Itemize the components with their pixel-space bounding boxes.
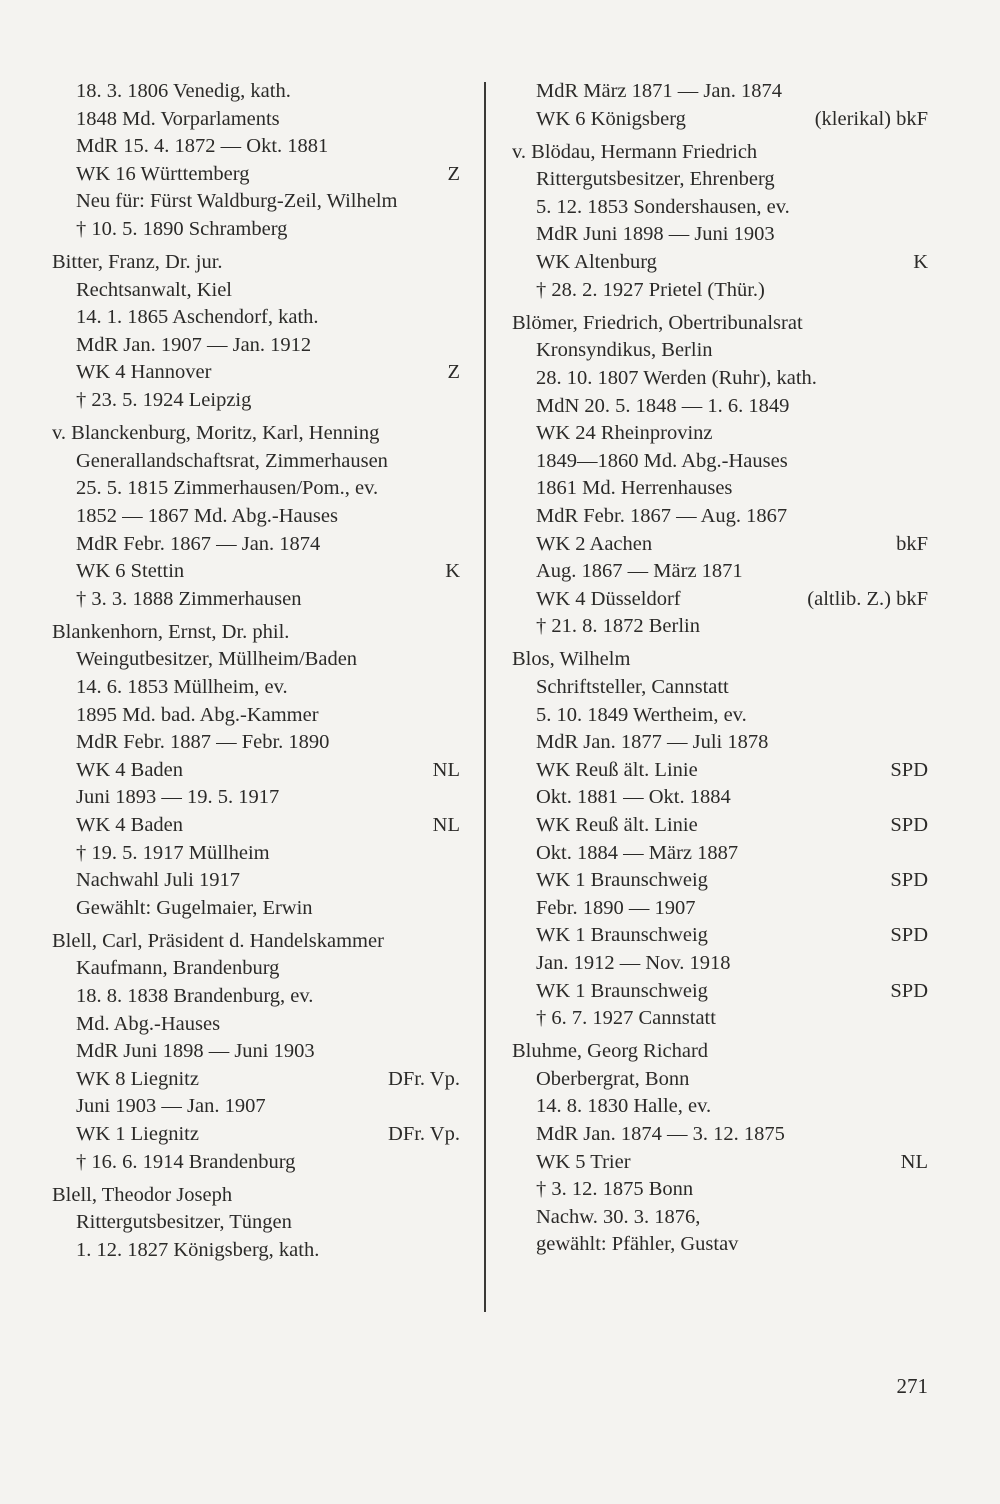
entry-detail-text: 1. 12. 1827 Königsberg, kath. (76, 1238, 320, 1261)
entry-line (512, 1093, 928, 1121)
biography-entry (512, 310, 928, 641)
entry-detail-text: WK Altenburg (536, 251, 657, 274)
entry-line (52, 674, 460, 702)
biography-entry (512, 1038, 928, 1259)
party-label: (altlib. Z.) bkF (807, 587, 928, 610)
entry-detail-text: 1849—1860 Md. Abg.-Hauses (536, 449, 788, 472)
entry-detail-text: Okt. 1884 — März 1887 (536, 841, 739, 864)
entry-detail-text: WK 4 Baden (76, 813, 184, 836)
entry-line (512, 1149, 928, 1177)
entry-line (52, 531, 460, 559)
entry-detail-text: Nachw. 30. 3. 1876, (536, 1205, 701, 1228)
biography-entry (512, 78, 928, 133)
entry-line (52, 928, 460, 956)
entry-line (512, 950, 928, 978)
right-column (512, 78, 928, 1259)
entry-name-heading: Blell, Theodor Joseph (52, 1183, 233, 1206)
entry-detail-text: MdR Jan. 1877 — Juli 1878 (536, 731, 769, 754)
biography-entry (52, 619, 460, 923)
entry-detail-text: MdN 20. 5. 1848 — 1. 6. 1849 (536, 394, 790, 417)
entry-line (512, 646, 928, 674)
entry-detail-text: Rittergutsbesitzer, Tüngen (76, 1211, 292, 1234)
entry-line (52, 840, 460, 868)
entry-detail-text: † 21. 8. 1872 Berlin (536, 615, 700, 638)
entry-name-heading: Bitter, Franz, Dr. jur. (52, 251, 223, 274)
entry-detail-text: 14. 6. 1853 Müllheim, ev. (76, 675, 288, 698)
entry-line (52, 1093, 460, 1121)
entry-detail-text: MdR Juni 1898 — Juni 1903 (76, 1040, 315, 1063)
entry-line (512, 586, 928, 614)
entry-line (52, 983, 460, 1011)
entry-detail-text: MdR Febr. 1887 — Febr. 1890 (76, 731, 330, 754)
biography-entry (52, 78, 460, 244)
biography-entry (52, 928, 460, 1176)
entry-line (52, 1121, 460, 1149)
entry-detail-text: Okt. 1881 — Okt. 1884 (536, 786, 731, 809)
entry-line (52, 619, 460, 647)
entry-name-heading: Blos, Wilhelm (512, 648, 631, 671)
entry-detail-text: WK 2 Aachen (536, 532, 653, 555)
party-label: SPD (890, 758, 928, 781)
entry-detail-text: 25. 5. 1815 Zimmerhausen/Pom., ev. (76, 477, 379, 500)
entry-line (52, 304, 460, 332)
entry-detail-text: MdR Juni 1898 — Juni 1903 (536, 223, 775, 246)
entry-detail-text: 5. 10. 1849 Wertheim, ev. (536, 703, 747, 726)
entry-line (512, 475, 928, 503)
entry-detail-text: Generallandschaftsrat, Zimmerhausen (76, 449, 388, 472)
entry-detail-text: Weingutbesitzer, Müllheim/Baden (76, 648, 358, 671)
entry-detail-text: Aug. 1867 — März 1871 (536, 560, 743, 583)
entry-detail-text: 5. 12. 1853 Sondershausen, ev. (536, 195, 790, 218)
entry-detail-text: † 3. 12. 1875 Bonn (536, 1178, 694, 1201)
biography-entry (52, 420, 460, 613)
entry-line (52, 133, 460, 161)
entry-line (52, 1149, 460, 1177)
entry-detail-text: † 19. 5. 1917 Müllheim (76, 841, 270, 864)
entry-line (52, 387, 460, 415)
entry-name-heading: v. Blanckenburg, Moritz, Karl, Henning (52, 422, 380, 445)
entry-detail-text: Febr. 1890 — 1907 (536, 896, 696, 919)
entry-detail-text: 18. 8. 1838 Brandenburg, ev. (76, 985, 314, 1007)
entry-detail-text: WK 1 Braunschweig (536, 979, 708, 1002)
entry-line (52, 503, 460, 531)
entry-detail-text: WK Reuß ält. Linie (536, 758, 698, 781)
entry-detail-text: Nachwahl Juli 1917 (76, 869, 240, 892)
page-number: 271 (896, 1374, 928, 1398)
entry-detail-text: WK 16 Württemberg (76, 162, 250, 185)
entry-line (52, 78, 460, 106)
entry-name-heading: Blell, Carl, Präsident d. Handelskammer (52, 929, 384, 952)
entry-line (52, 277, 460, 305)
party-label: bkF (896, 532, 928, 555)
entry-detail-text: 1861 Md. Herrenhauses (536, 477, 733, 500)
entry-line (52, 475, 460, 503)
entry-detail-text: 14. 1. 1865 Aschendorf, kath. (76, 306, 319, 329)
entry-line (512, 1038, 928, 1066)
party-label: Z (447, 361, 460, 384)
entry-line (512, 420, 928, 448)
entry-line (52, 867, 460, 895)
entry-detail-text: Kronsyndikus, Berlin (536, 339, 713, 362)
entry-detail-text: Md. Abg.-Hauses (76, 1012, 221, 1035)
entry-line (512, 702, 928, 730)
entry-detail-text: WK 6 Stettin (76, 560, 185, 583)
entry-line (512, 448, 928, 476)
entry-name-heading: v. Blödau, Hermann Friedrich (512, 140, 758, 163)
entry-line (52, 729, 460, 757)
left-column (52, 78, 460, 1264)
entry-line (52, 1209, 460, 1237)
entry-detail-text: Rittergutsbesitzer, Ehrenberg (536, 168, 775, 191)
entry-line (512, 840, 928, 868)
party-label: Z (447, 162, 460, 185)
entry-line (52, 1066, 460, 1094)
entry-line (512, 613, 928, 641)
entry-detail-text: † 10. 5. 1890 Schramberg (76, 217, 288, 240)
entry-detail-text: † 6. 7. 1927 Cannstatt (536, 1007, 716, 1030)
column-divider (484, 82, 486, 1312)
entry-line (52, 448, 460, 476)
party-label: K (445, 560, 460, 583)
entry-name-heading: Blankenhorn, Ernst, Dr. phil. (52, 620, 290, 643)
entry-line (52, 784, 460, 812)
entry-line (512, 531, 928, 559)
entry-line (52, 895, 460, 923)
entry-line (52, 359, 460, 387)
entry-detail-text: Juni 1893 — 19. 5. 1917 (76, 786, 280, 809)
entry-line (512, 757, 928, 785)
entry-line (512, 1066, 928, 1094)
party-label: K (913, 251, 928, 274)
entry-line (52, 161, 460, 189)
entry-detail-text: MdR Febr. 1867 — Aug. 1867 (536, 504, 788, 527)
entry-detail-text: WK 24 Rheinprovinz (536, 422, 713, 445)
entry-line (52, 1182, 460, 1210)
entry-line (512, 1231, 928, 1259)
entry-detail-text: WK 5 Trier (536, 1150, 631, 1173)
entry-line (52, 216, 460, 244)
entry-line (52, 1011, 460, 1039)
entry-line (512, 1176, 928, 1204)
biography-entry (512, 139, 928, 305)
entry-detail-text: 1895 Md. bad. Abg.-Kammer (76, 703, 319, 726)
entry-detail-text: WK 4 Baden (76, 758, 184, 781)
entry-detail-text: 14. 8. 1830 Halle, ev. (536, 1095, 712, 1118)
party-label: (klerikal) bkF (814, 107, 928, 130)
entry-line (512, 221, 928, 249)
party-label: NL (900, 1150, 928, 1173)
entry-line (52, 332, 460, 360)
entry-line (52, 188, 460, 216)
entry-line (512, 337, 928, 365)
entry-line (512, 277, 928, 305)
biography-entry (512, 646, 928, 1032)
entry-line (52, 812, 460, 840)
entry-line (512, 922, 928, 950)
entry-detail-text: † 3. 3. 1888 Zimmerhausen (76, 587, 302, 610)
entry-detail-text: Jan. 1912 — Nov. 1918 (536, 951, 731, 974)
entry-line (52, 586, 460, 614)
entry-detail-text: Neu für: Fürst Waldburg-Zeil, Wilhelm (76, 190, 398, 213)
entry-detail-text: gewählt: Pfähler, Gustav (536, 1233, 739, 1256)
entry-line (512, 365, 928, 393)
entry-line (512, 194, 928, 222)
entry-detail-text: Rechtsanwalt, Kiel (76, 278, 232, 301)
entry-line (52, 249, 460, 277)
entry-name-heading: Bluhme, Georg Richard (512, 1040, 709, 1063)
entry-detail-text: † 16. 6. 1914 Brandenburg (76, 1150, 296, 1173)
entry-line (52, 420, 460, 448)
entry-line (52, 1237, 460, 1265)
entry-line (512, 249, 928, 277)
party-label: SPD (890, 979, 928, 1002)
entry-detail-text: MdR Jan. 1874 — 3. 12. 1875 (536, 1122, 785, 1145)
entry-line (512, 503, 928, 531)
entry-line (512, 78, 928, 106)
entry-detail-text: MdR Febr. 1867 — Jan. 1874 (76, 532, 321, 555)
entry-detail-text: † 23. 5. 1924 Leipzig (76, 389, 252, 412)
entry-detail-text: WK 1 Liegnitz (76, 1122, 199, 1145)
entry-line (52, 558, 460, 586)
entry-line (52, 1038, 460, 1066)
biography-entry (52, 1182, 460, 1265)
entry-line (512, 1121, 928, 1149)
party-label: SPD (890, 924, 928, 947)
entry-detail-text: WK Reuß ält. Linie (536, 813, 698, 836)
entry-line (512, 106, 928, 134)
party-label: SPD (890, 813, 928, 836)
entry-detail-text: Oberbergrat, Bonn (536, 1067, 690, 1090)
entry-line (52, 702, 460, 730)
entry-detail-text: WK 8 Liegnitz (76, 1067, 199, 1090)
entry-detail-text: WK 1 Braunschweig (536, 924, 708, 947)
party-label: DFr. Vp. (388, 1067, 460, 1090)
entry-detail-text: Kaufmann, Brandenburg (76, 957, 280, 980)
entry-line (512, 867, 928, 895)
entry-line (512, 139, 928, 167)
entry-detail-text: 1852 — 1867 Md. Abg.-Hauses (76, 504, 338, 527)
entry-line (512, 1204, 928, 1232)
entry-line (512, 895, 928, 923)
entry-detail-text: MdR 15. 4. 1872 — Okt. 1881 (76, 135, 329, 158)
party-label: NL (432, 758, 460, 781)
party-label: DFr. Vp. (388, 1122, 460, 1145)
biography-entry (52, 249, 460, 415)
entry-line (512, 310, 928, 338)
entry-detail-text: † 28. 2. 1927 Prietel (Thür.) (536, 278, 765, 301)
entry-line (512, 674, 928, 702)
entry-detail-text: WK 4 Hannover (76, 361, 212, 384)
entry-line (512, 729, 928, 757)
entry-detail-text: Schriftsteller, Cannstatt (536, 675, 729, 698)
entry-line (512, 393, 928, 421)
entry-detail-text: 28. 10. 1807 Werden (Ruhr), kath. (536, 366, 817, 389)
entry-line (512, 784, 928, 812)
entry-detail-text: MdR März 1871 — Jan. 1874 (536, 80, 782, 102)
entry-line (52, 757, 460, 785)
entry-detail-text: WK 6 Königsberg (536, 107, 686, 130)
entry-line (512, 558, 928, 586)
entry-detail-text: WK 1 Braunschweig (536, 869, 708, 892)
entry-line (512, 978, 928, 1006)
entry-line (512, 1005, 928, 1033)
entry-line (52, 106, 460, 134)
entry-line (512, 166, 928, 194)
entry-detail-text: 18. 3. 1806 Venedig, kath. (76, 80, 291, 102)
entry-line (52, 646, 460, 674)
entry-detail-text: Juni 1903 — Jan. 1907 (76, 1095, 266, 1118)
entry-detail-text: MdR Jan. 1907 — Jan. 1912 (76, 333, 312, 356)
entry-detail-text: 1848 Md. Vorparlaments (76, 107, 280, 130)
party-label: SPD (890, 869, 928, 892)
entry-detail-text: WK 4 Düsseldorf (536, 587, 681, 610)
entry-name-heading: Blömer, Friedrich, Obertribunalsrat (512, 311, 803, 334)
entry-detail-text: Gewählt: Gugelmaier, Erwin (76, 896, 313, 919)
entry-line (52, 955, 460, 983)
entry-line (512, 812, 928, 840)
party-label: NL (432, 813, 460, 836)
